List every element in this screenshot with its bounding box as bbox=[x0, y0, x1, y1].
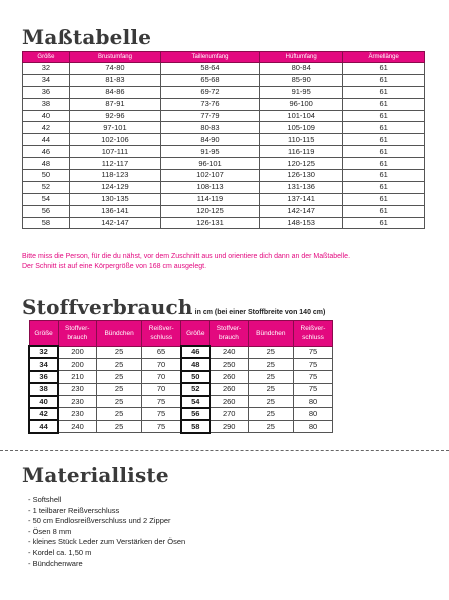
masstabelle-table bbox=[22, 51, 425, 229]
note-line: Bitte miss die Person, für die du nähst, vor dem Zuschnitt aus und orientiere dich dann an der Maßtabelle. bbox=[22, 253, 351, 260]
table-cell: 110-115 bbox=[260, 134, 343, 146]
table-cell: 96-100 bbox=[260, 98, 343, 110]
table-cell: 58-64 bbox=[161, 63, 260, 75]
table-row bbox=[29, 358, 333, 370]
table-cell: 101-104 bbox=[260, 110, 343, 122]
table-cell: 42 bbox=[23, 122, 70, 134]
table-row bbox=[29, 383, 333, 395]
table-cell: 240 bbox=[58, 420, 96, 432]
table-cell: 61 bbox=[343, 217, 425, 229]
table-row bbox=[29, 408, 333, 420]
table-cell: 107-111 bbox=[69, 146, 160, 158]
table-cell: 61 bbox=[343, 86, 425, 98]
table-header-cell: Brustumfang bbox=[69, 52, 160, 63]
table-cell: 58 bbox=[23, 217, 70, 229]
size-cell: 54 bbox=[181, 396, 210, 408]
stoffverbrauch-title-text: Stoffverbrauch bbox=[22, 295, 193, 319]
table-cell: 54 bbox=[23, 193, 70, 205]
table-cell: 80 bbox=[294, 408, 333, 420]
table-cell: 61 bbox=[343, 134, 425, 146]
masstabelle-note bbox=[22, 252, 442, 272]
list-item: - kleines Stück Leder zum Verstärken der Ösen bbox=[28, 537, 186, 547]
table-cell: 75 bbox=[294, 371, 333, 383]
table-cell: 61 bbox=[343, 158, 425, 170]
table-cell: 260 bbox=[210, 383, 248, 395]
table-cell: 65 bbox=[142, 346, 181, 358]
table-cell: 52 bbox=[23, 181, 70, 193]
size-cell: 50 bbox=[181, 371, 210, 383]
table-cell: 80-84 bbox=[260, 63, 343, 75]
table-header-cell: Ärmellänge bbox=[343, 52, 425, 63]
table-row bbox=[23, 98, 425, 110]
table-row bbox=[23, 86, 425, 98]
table-cell: 260 bbox=[210, 371, 248, 383]
table-cell: 61 bbox=[343, 181, 425, 193]
size-cell: 46 bbox=[181, 346, 210, 358]
table-cell: 240 bbox=[210, 346, 248, 358]
table-cell: 148-153 bbox=[260, 217, 343, 229]
table-cell: 56 bbox=[23, 205, 70, 217]
table-cell: 61 bbox=[343, 170, 425, 182]
table-header-cell: Reißver- schluss bbox=[142, 321, 181, 347]
table-cell: 70 bbox=[142, 383, 181, 395]
table-cell: 230 bbox=[58, 383, 96, 395]
table-cell: 25 bbox=[248, 371, 293, 383]
table-cell: 96-101 bbox=[161, 158, 260, 170]
table-cell: 230 bbox=[58, 408, 96, 420]
table-row bbox=[23, 146, 425, 158]
table-row bbox=[29, 371, 333, 383]
list-item: - 1 teilbarer Reißverschluss bbox=[28, 505, 120, 515]
table-cell: 120-125 bbox=[161, 205, 260, 217]
table-cell: 210 bbox=[58, 371, 96, 383]
masstabelle-title: Maßtabelle bbox=[22, 25, 152, 49]
table-cell: 136-141 bbox=[69, 205, 160, 217]
table-cell: 91-95 bbox=[161, 146, 260, 158]
table-cell: 75 bbox=[294, 346, 333, 358]
materialliste-list bbox=[28, 495, 185, 569]
table-cell: 61 bbox=[343, 205, 425, 217]
table-row bbox=[23, 63, 425, 75]
table-row bbox=[23, 134, 425, 146]
table-cell: 25 bbox=[248, 408, 293, 420]
table-header-cell: Größe bbox=[181, 321, 210, 347]
table-row bbox=[23, 122, 425, 134]
table-cell: 97-101 bbox=[69, 122, 160, 134]
list-item: - Bündchenware bbox=[28, 558, 83, 568]
table-cell: 118-123 bbox=[69, 170, 160, 182]
table-cell: 87-91 bbox=[69, 98, 160, 110]
stoffverbrauch-header-row bbox=[29, 321, 333, 347]
table-row bbox=[23, 217, 425, 229]
table-header-cell: Stoffver- brauch bbox=[58, 321, 96, 347]
table-cell: 75 bbox=[142, 396, 181, 408]
table-cell: 25 bbox=[96, 371, 141, 383]
table-cell: 120-125 bbox=[260, 158, 343, 170]
table-cell: 75 bbox=[142, 408, 181, 420]
table-cell: 230 bbox=[58, 396, 96, 408]
section-divider bbox=[0, 450, 449, 451]
table-cell: 81-83 bbox=[69, 74, 160, 86]
table-cell: 40 bbox=[23, 110, 70, 122]
size-cell: 38 bbox=[29, 383, 58, 395]
table-header-cell: Taillenumfang bbox=[161, 52, 260, 63]
table-cell: 25 bbox=[248, 358, 293, 370]
table-cell: 105-109 bbox=[260, 122, 343, 134]
table-cell: 126-130 bbox=[260, 170, 343, 182]
size-cell: 36 bbox=[29, 371, 58, 383]
table-cell: 70 bbox=[142, 358, 181, 370]
table-row bbox=[23, 193, 425, 205]
table-cell: 75 bbox=[142, 420, 181, 432]
table-cell: 75 bbox=[294, 383, 333, 395]
table-cell: 48 bbox=[23, 158, 70, 170]
table-row bbox=[23, 181, 425, 193]
stoffverbrauch-title bbox=[22, 295, 325, 319]
table-cell: 84-90 bbox=[161, 134, 260, 146]
table-cell: 80 bbox=[294, 396, 333, 408]
size-cell: 42 bbox=[29, 408, 58, 420]
table-cell: 61 bbox=[343, 74, 425, 86]
list-item: - 50 cm Endlosreißverschluss und 2 Zipper bbox=[28, 516, 171, 526]
table-row bbox=[29, 420, 333, 432]
table-header-cell: Reißver- schluss bbox=[294, 321, 333, 347]
table-cell: 116-119 bbox=[260, 146, 343, 158]
table-cell: 46 bbox=[23, 146, 70, 158]
table-cell: 25 bbox=[96, 396, 141, 408]
materialliste-title: Materialliste bbox=[22, 463, 169, 487]
size-cell: 44 bbox=[29, 420, 58, 432]
size-cell: 52 bbox=[181, 383, 210, 395]
table-cell: 142-147 bbox=[69, 217, 160, 229]
table-cell: 126-131 bbox=[161, 217, 260, 229]
table-cell: 61 bbox=[343, 98, 425, 110]
table-cell: 38 bbox=[23, 98, 70, 110]
table-cell: 70 bbox=[142, 371, 181, 383]
size-cell: 40 bbox=[29, 396, 58, 408]
table-cell: 142-147 bbox=[260, 205, 343, 217]
table-cell: 25 bbox=[248, 346, 293, 358]
table-header-cell: Hüftumfang bbox=[260, 52, 343, 63]
table-cell: 75 bbox=[294, 358, 333, 370]
table-header-cell: Größe bbox=[29, 321, 58, 347]
size-cell: 34 bbox=[29, 358, 58, 370]
table-cell: 25 bbox=[96, 420, 141, 432]
list-item: - Kordel ca. 1,50 m bbox=[28, 547, 92, 557]
table-cell: 270 bbox=[210, 408, 248, 420]
table-cell: 61 bbox=[343, 110, 425, 122]
table-cell: 36 bbox=[23, 86, 70, 98]
stoffverbrauch-table bbox=[28, 320, 333, 434]
table-cell: 61 bbox=[343, 193, 425, 205]
table-cell: 50 bbox=[23, 170, 70, 182]
table-cell: 25 bbox=[248, 396, 293, 408]
table-row bbox=[23, 74, 425, 86]
table-header-cell: Bündchen bbox=[248, 321, 293, 347]
table-cell: 25 bbox=[96, 408, 141, 420]
table-header-cell: Stoffver- brauch bbox=[210, 321, 248, 347]
table-cell: 73-76 bbox=[161, 98, 260, 110]
table-cell: 25 bbox=[96, 358, 141, 370]
list-item: - Softshell bbox=[28, 495, 62, 504]
size-cell: 56 bbox=[181, 408, 210, 420]
table-cell: 61 bbox=[343, 63, 425, 75]
table-cell: 44 bbox=[23, 134, 70, 146]
table-cell: 69-72 bbox=[161, 86, 260, 98]
table-row bbox=[29, 396, 333, 408]
table-cell: 131-136 bbox=[260, 181, 343, 193]
table-row bbox=[29, 346, 333, 358]
table-row bbox=[23, 158, 425, 170]
size-cell: 48 bbox=[181, 358, 210, 370]
table-cell: 200 bbox=[58, 358, 96, 370]
table-row bbox=[23, 110, 425, 122]
masstabelle-header-row bbox=[23, 52, 425, 63]
table-header-cell: Bündchen bbox=[96, 321, 141, 347]
table-cell: 80 bbox=[294, 420, 333, 432]
table-cell: 74-80 bbox=[69, 63, 160, 75]
table-cell: 80-83 bbox=[161, 122, 260, 134]
list-item: - Ösen 8 mm bbox=[28, 526, 72, 536]
table-cell: 25 bbox=[96, 383, 141, 395]
table-cell: 114-119 bbox=[161, 193, 260, 205]
table-cell: 290 bbox=[210, 420, 248, 432]
table-cell: 65-68 bbox=[161, 74, 260, 86]
table-cell: 137-141 bbox=[260, 193, 343, 205]
stoffverbrauch-subtitle: in cm (bei einer Stoffbreite von 140 cm) bbox=[194, 309, 326, 316]
table-cell: 25 bbox=[96, 346, 141, 358]
table-row bbox=[23, 170, 425, 182]
table-cell: 108-113 bbox=[161, 181, 260, 193]
table-cell: 77-79 bbox=[161, 110, 260, 122]
table-cell: 85-90 bbox=[260, 74, 343, 86]
table-cell: 61 bbox=[343, 146, 425, 158]
table-cell: 112-117 bbox=[69, 158, 160, 170]
table-cell: 25 bbox=[248, 420, 293, 432]
table-cell: 102-106 bbox=[69, 134, 160, 146]
table-cell: 84-86 bbox=[69, 86, 160, 98]
table-cell: 200 bbox=[58, 346, 96, 358]
table-cell: 34 bbox=[23, 74, 70, 86]
table-cell: 92-96 bbox=[69, 110, 160, 122]
table-cell: 260 bbox=[210, 396, 248, 408]
size-cell: 58 bbox=[181, 420, 210, 432]
table-cell: 91-95 bbox=[260, 86, 343, 98]
note-line: Der Schnitt ist auf eine Körpergröße von 168 cm ausgelegt. bbox=[22, 263, 207, 270]
table-row bbox=[23, 205, 425, 217]
table-cell: 102-107 bbox=[161, 170, 260, 182]
table-cell: 61 bbox=[343, 122, 425, 134]
table-cell: 124-129 bbox=[69, 181, 160, 193]
table-cell: 250 bbox=[210, 358, 248, 370]
table-header-cell: Größe bbox=[23, 52, 70, 63]
size-cell: 32 bbox=[29, 346, 58, 358]
table-cell: 32 bbox=[23, 63, 70, 75]
table-cell: 25 bbox=[248, 383, 293, 395]
table-cell: 130-135 bbox=[69, 193, 160, 205]
